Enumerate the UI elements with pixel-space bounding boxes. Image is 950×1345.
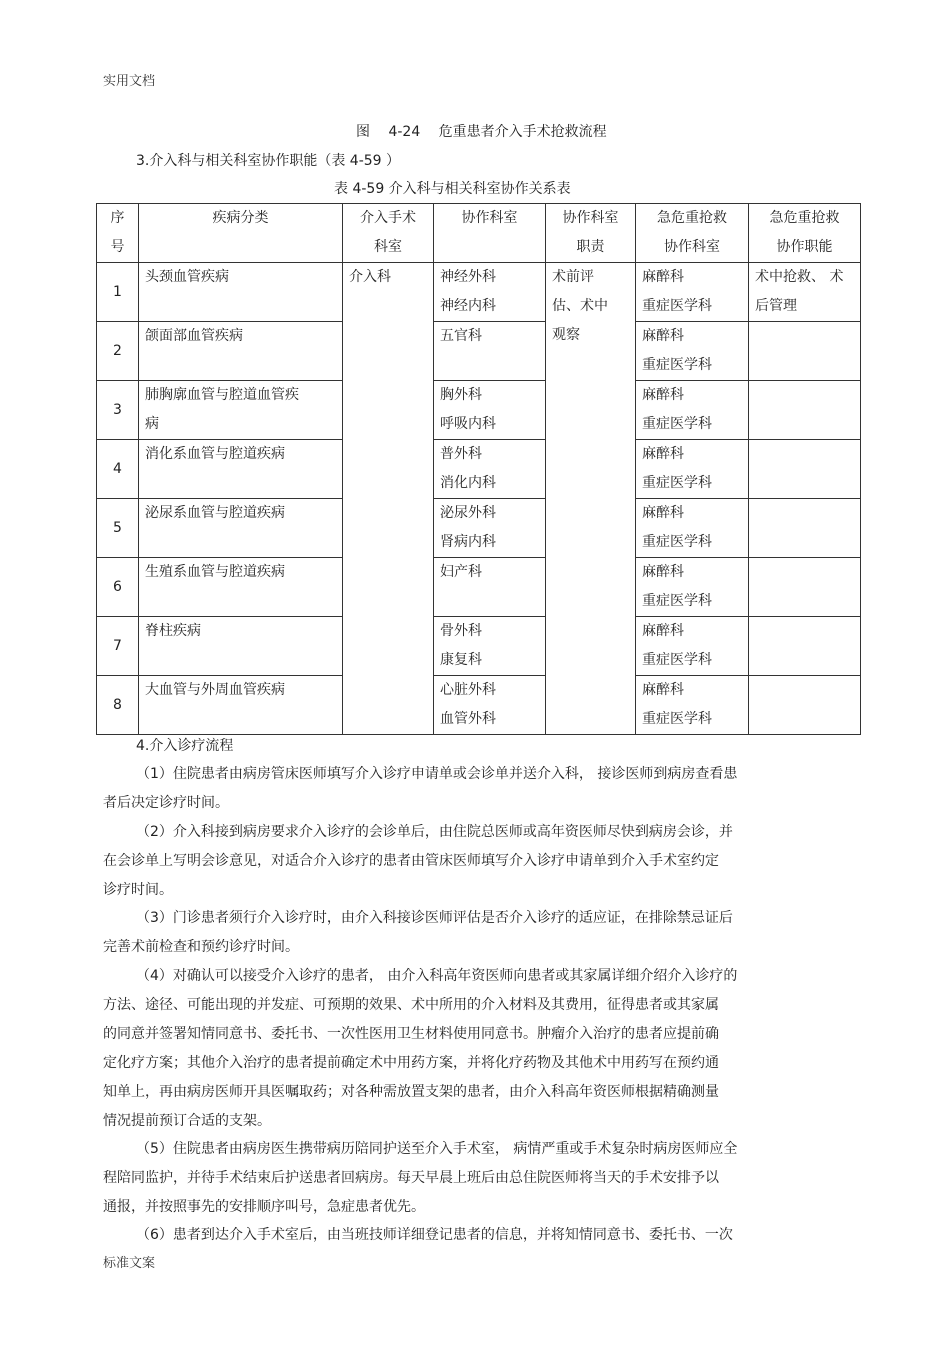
emergency-dept-line: 重症医学科 xyxy=(642,475,712,491)
disease-line: 颌面部血管疾病 xyxy=(145,328,243,344)
emergency-dept-line: 重症医学科 xyxy=(642,652,712,668)
paragraph-line: （4）对确认可以接受介入诊疗的患者， 由介入科高年资医师向患者或其家属详细介绍介入诊疗的 xyxy=(136,968,738,984)
emergency-dept-cell xyxy=(636,558,749,617)
surgery-dept-cell xyxy=(343,263,434,735)
emergency-dept-line: 麻醉科 xyxy=(642,505,684,521)
table-row xyxy=(97,381,861,440)
paragraph-line: 程陪同监护，并待手术结束后护送患者回病房。每天早晨上班后由总住院医师将当天的手术安排予以 xyxy=(103,1170,719,1186)
row-number: 7 xyxy=(97,617,139,676)
paragraph-line: （5）住院患者由病房医生携带病历陪同护送至介入手术室， 病情严重或手术复杂时病房医师应全 xyxy=(136,1141,738,1157)
coop-dept-line: 胸外科 xyxy=(440,387,482,403)
disease-line: 消化系血管与腔道疾病 xyxy=(145,446,285,462)
paragraph-line: 在会诊单上写明会诊意见，对适合介入诊疗的患者由管床医师填写介入诊疗申请单到介入手术室约定 xyxy=(103,853,719,869)
emergency-dept-line: 麻醉科 xyxy=(642,269,684,285)
header-disease: 疾病分类 xyxy=(139,204,343,263)
paragraph-line: （2）介入科接到病房要求介入诊疗的会诊单后，由住院总医师或高年资医师尽快到病房会诊，并 xyxy=(136,824,733,840)
coop-duty-line: 估、术中 xyxy=(552,298,608,314)
row-number: 5 xyxy=(97,499,139,558)
page-footer: 标准文案 xyxy=(103,1256,156,1271)
disease-cell xyxy=(139,263,343,322)
coop-dept-line: 五官科 xyxy=(440,328,482,344)
emergency-dept-cell xyxy=(636,381,749,440)
header-coop-duty: 协作科室 职责 xyxy=(546,204,636,263)
coop-duty-line: 观察 xyxy=(552,327,580,343)
table-caption: 表 4-59 介入科与相关科室协作关系表 xyxy=(334,181,571,197)
coop-dept-cell xyxy=(434,322,546,381)
coop-dept-line: 神经外科 xyxy=(440,269,496,285)
emergency-dept-line: 重症医学科 xyxy=(642,416,712,432)
table-row xyxy=(97,676,861,735)
table-header-row xyxy=(97,204,861,263)
coop-dept-line: 呼吸内科 xyxy=(440,416,496,432)
emergency-dept-cell xyxy=(636,617,749,676)
header-seq: 序 号 xyxy=(97,204,139,263)
coop-dept-line: 普外科 xyxy=(440,446,482,462)
emergency-func-line: 后管理 xyxy=(755,298,797,314)
paragraph-line: 定化疗方案；其他介入治疗的患者提前确定术中用药方案，并将化疗药物及其他术中用药写在预约通 xyxy=(103,1055,719,1071)
emergency-func-cell xyxy=(749,558,861,617)
coop-dept-cell xyxy=(434,558,546,617)
emergency-func-cell xyxy=(749,499,861,558)
coop-dept-line: 肾病内科 xyxy=(440,534,496,550)
coop-dept-line: 康复科 xyxy=(440,652,482,668)
table-row xyxy=(97,558,861,617)
header-surgery-dept: 介入手术 科室 xyxy=(343,204,434,263)
coop-dept-cell xyxy=(434,617,546,676)
emergency-func-cell xyxy=(749,617,861,676)
emergency-dept-line: 重症医学科 xyxy=(642,298,712,314)
disease-line: 泌尿系血管与腔道疾病 xyxy=(145,505,285,521)
disease-line: 头颈血管疾病 xyxy=(145,269,229,285)
paragraph-line: （3）门诊患者须行介入诊疗时，由介入科接诊医师评估是否介入诊疗的适应证，在排除禁忌证后 xyxy=(136,910,733,926)
disease-line: 脊柱疾病 xyxy=(145,623,201,639)
emergency-func-cell xyxy=(749,381,861,440)
disease-line: 生殖系血管与腔道疾病 xyxy=(145,564,285,580)
header-emergency-dept: 急危重抢救 协作科室 xyxy=(636,204,749,263)
table-row xyxy=(97,322,861,381)
emergency-dept-cell xyxy=(636,440,749,499)
coop-dept-cell xyxy=(434,676,546,735)
emergency-func-cell xyxy=(749,322,861,381)
row-number: 4 xyxy=(97,440,139,499)
disease-cell xyxy=(139,676,343,735)
emergency-dept-line: 麻醉科 xyxy=(642,623,684,639)
row-number: 6 xyxy=(97,558,139,617)
emergency-dept-line: 麻醉科 xyxy=(642,446,684,462)
disease-cell xyxy=(139,440,343,499)
disease-cell xyxy=(139,558,343,617)
paragraph-line: 方法、途径、可能出现的并发症、可预期的效果、术中所用的介入材料及其费用，征得患者或其家属 xyxy=(103,997,719,1013)
emergency-func-line: 术中抢救、 术 xyxy=(755,269,844,285)
table-row xyxy=(97,440,861,499)
header-coop-dept: 协作科室 xyxy=(434,204,546,263)
coop-dept-cell xyxy=(434,263,546,322)
emergency-dept-line: 麻醉科 xyxy=(642,328,684,344)
emergency-func-cell xyxy=(749,263,861,322)
coop-dept-line: 血管外科 xyxy=(440,711,496,727)
table-row xyxy=(97,499,861,558)
paragraph-line: 者后决定诊疗时间。 xyxy=(103,795,229,811)
disease-line: 大血管与外周血管疾病 xyxy=(145,682,285,698)
disease-cell xyxy=(139,381,343,440)
table-row xyxy=(97,617,861,676)
emergency-dept-line: 重症医学科 xyxy=(642,357,712,373)
cooperation-table xyxy=(96,203,861,735)
emergency-dept-cell xyxy=(636,676,749,735)
row-number: 8 xyxy=(97,676,139,735)
coop-dept-cell xyxy=(434,381,546,440)
coop-dept-line: 消化内科 xyxy=(440,475,496,491)
row-number: 1 xyxy=(97,263,139,322)
emergency-dept-cell xyxy=(636,263,749,322)
coop-duty-line: 术前评 xyxy=(552,269,594,285)
emergency-dept-line: 麻醉科 xyxy=(642,564,684,580)
coop-dept-cell xyxy=(434,499,546,558)
paragraph-line: （1）住院患者由病房管床医师填写介入诊疗申请单或会诊单并送介入科， 接诊医师到病房查看患 xyxy=(136,766,738,782)
header-emergency-func: 急危重抢救 协作职能 xyxy=(749,204,861,263)
paragraph-line: 诊疗时间。 xyxy=(103,882,173,898)
surgery-dept-value: 介入科 xyxy=(349,269,391,285)
paragraph-line: 的同意并签署知情同意书、委托书、一次性医用卫生材料使用同意书。肿瘤介入治疗的患者应提前确 xyxy=(103,1026,719,1042)
coop-dept-line: 骨外科 xyxy=(440,623,482,639)
row-number: 2 xyxy=(97,322,139,381)
paragraph-line: （6）患者到达介入手术室后，由当班技师详细登记患者的信息，并将知情同意书、委托书、一次 xyxy=(136,1227,733,1243)
coop-dept-line: 泌尿外科 xyxy=(440,505,496,521)
coop-dept-line: 神经内科 xyxy=(440,298,496,314)
emergency-dept-line: 麻醉科 xyxy=(642,387,684,403)
table-row xyxy=(97,263,861,322)
disease-cell xyxy=(139,499,343,558)
emergency-func-cell xyxy=(749,676,861,735)
emergency-dept-line: 重症医学科 xyxy=(642,711,712,727)
paragraph-line: 通报，并按照事先的安排顺序叫号，急症患者优先。 xyxy=(103,1199,425,1215)
disease-line: 病 xyxy=(145,416,159,432)
coop-duty-cell xyxy=(546,263,636,735)
row-number: 3 xyxy=(97,381,139,440)
disease-cell xyxy=(139,617,343,676)
emergency-dept-cell xyxy=(636,322,749,381)
figure-caption: 图 4-24 危重患者介入手术抢救流程 xyxy=(356,124,607,140)
section-4-title: 4.介入诊疗流程 xyxy=(136,738,234,754)
disease-line: 肺胸廓血管与腔道血管疾 xyxy=(145,387,299,403)
coop-dept-line: 心脏外科 xyxy=(440,682,496,698)
emergency-dept-cell xyxy=(636,499,749,558)
emergency-func-cell xyxy=(749,440,861,499)
emergency-dept-line: 重症医学科 xyxy=(642,534,712,550)
page-header: 实用文档 xyxy=(103,74,156,89)
paragraph-line: 知单上，再由病房医师开具医嘱取药；对各种需放置支架的患者，由介入科高年资医师根据精确测量 xyxy=(103,1084,719,1100)
paragraph-line: 情况提前预订合适的支架。 xyxy=(103,1113,271,1129)
emergency-dept-line: 重症医学科 xyxy=(642,593,712,609)
disease-cell xyxy=(139,322,343,381)
emergency-dept-line: 麻醉科 xyxy=(642,682,684,698)
coop-dept-line: 妇产科 xyxy=(440,564,482,580)
paragraph-line: 完善术前检查和预约诊疗时间。 xyxy=(103,939,299,955)
coop-dept-cell xyxy=(434,440,546,499)
section-3-title: 3.介入科与相关科室协作职能（表 4-59 ） xyxy=(136,153,401,169)
